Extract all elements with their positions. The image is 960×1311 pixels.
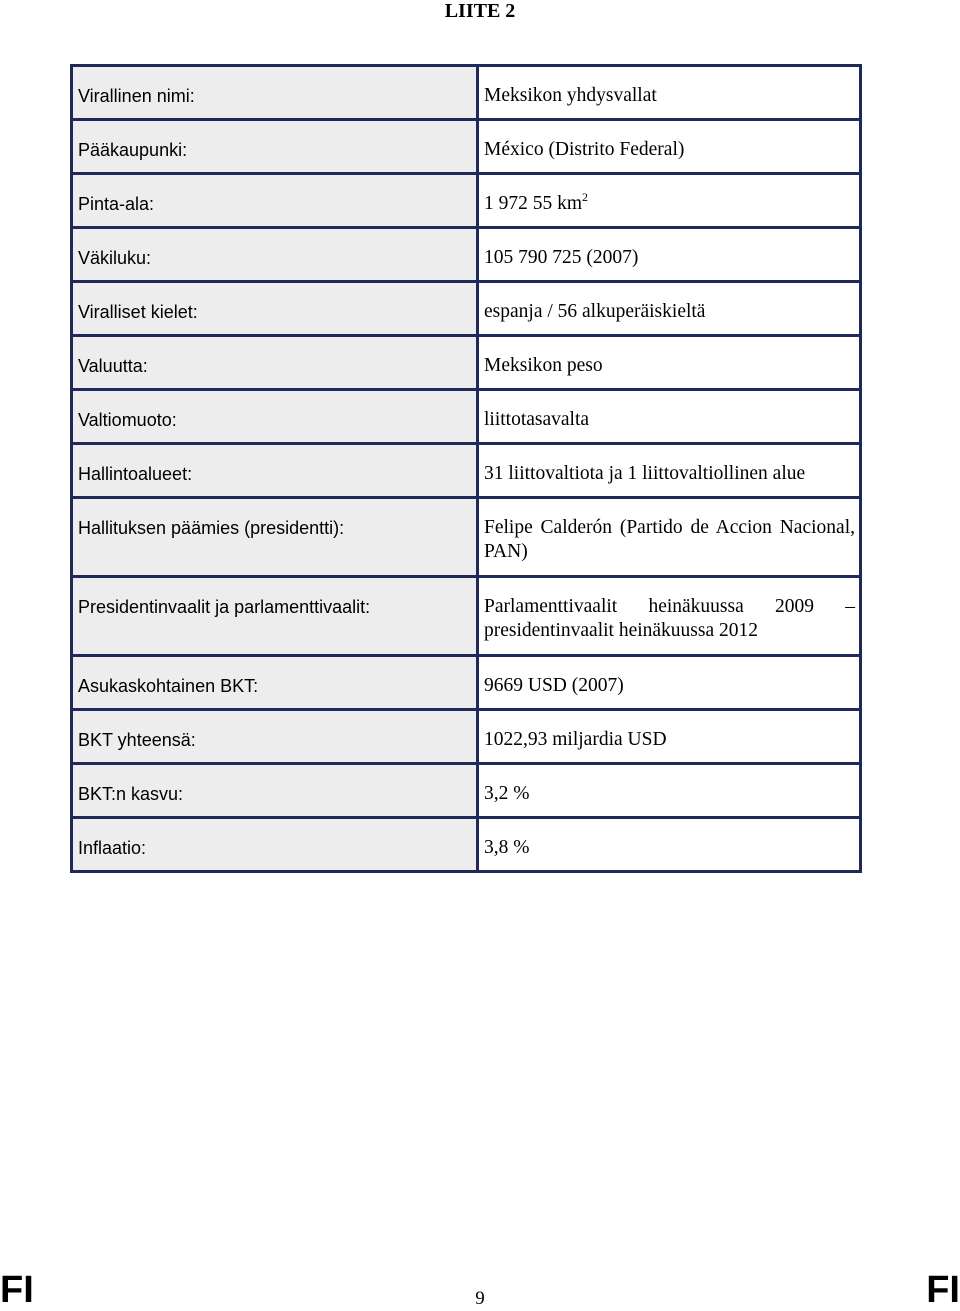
country-facts-table: [70, 64, 862, 873]
row-value: Meksikon yhdysvallat: [478, 66, 861, 120]
footer-language-code-left: FI: [0, 1269, 34, 1311]
area-value: 1 972 55 km: [484, 193, 583, 214]
table-row: [72, 66, 861, 120]
row-value: 9669 USD (2007): [478, 656, 861, 710]
row-value: 105 790 725 (2007): [478, 228, 861, 282]
row-value: 31 liittovaltiota ja 1 liittovaltiollinen alue: [478, 444, 861, 498]
table-row: [72, 120, 861, 174]
row-label: Asukaskohtainen BKT:: [72, 656, 478, 710]
table-row: [72, 282, 861, 336]
row-value: 3,8 %: [478, 818, 861, 872]
row-value: Parlamenttivaalit heinäkuussa 2009 – presidentinvaalit heinäkuussa 2012: [478, 577, 861, 656]
table-row: [72, 818, 861, 872]
table-row: [72, 498, 861, 577]
row-label: Inflaatio:: [72, 818, 478, 872]
row-label: Viralliset kielet:: [72, 282, 478, 336]
table-row: [72, 336, 861, 390]
page-number: 9: [475, 1288, 485, 1309]
footer-language-code-right: FI: [926, 1269, 960, 1311]
document-heading: LIITE 2: [444, 0, 516, 22]
table-row: [72, 577, 861, 656]
row-label: Hallintoalueet:: [72, 444, 478, 498]
row-label: BKT:n kasvu:: [72, 764, 478, 818]
area-unit-exponent: 2: [582, 190, 589, 204]
row-label: Hallituksen päämies (presidentti):: [72, 498, 478, 577]
row-label: Virallinen nimi:: [72, 66, 478, 120]
table-row: [72, 228, 861, 282]
row-value: 3,2 %: [478, 764, 861, 818]
table-row: [72, 390, 861, 444]
row-label: Presidentinvaalit ja parlamenttivaalit:: [72, 577, 478, 656]
table-row: [72, 656, 861, 710]
row-value: [478, 174, 861, 228]
row-value: Felipe Calderón (Partido de Accion Nacional, PAN): [478, 498, 861, 577]
table-row: [72, 444, 861, 498]
table-row: [72, 764, 861, 818]
row-value: liittotasavalta: [478, 390, 861, 444]
row-label: BKT yhteensä:: [72, 710, 478, 764]
row-value: Meksikon peso: [478, 336, 861, 390]
row-value: 1022,93 miljardia USD: [478, 710, 861, 764]
row-label: Valtiomuoto:: [72, 390, 478, 444]
row-value: México (Distrito Federal): [478, 120, 861, 174]
row-label: Valuutta:: [72, 336, 478, 390]
row-label: Pinta-ala:: [72, 174, 478, 228]
table-row: [72, 174, 861, 228]
table-row: [72, 710, 861, 764]
row-label: Pääkaupunki:: [72, 120, 478, 174]
row-label: Väkiluku:: [72, 228, 478, 282]
row-value: espanja / 56 alkuperäiskieltä: [478, 282, 861, 336]
